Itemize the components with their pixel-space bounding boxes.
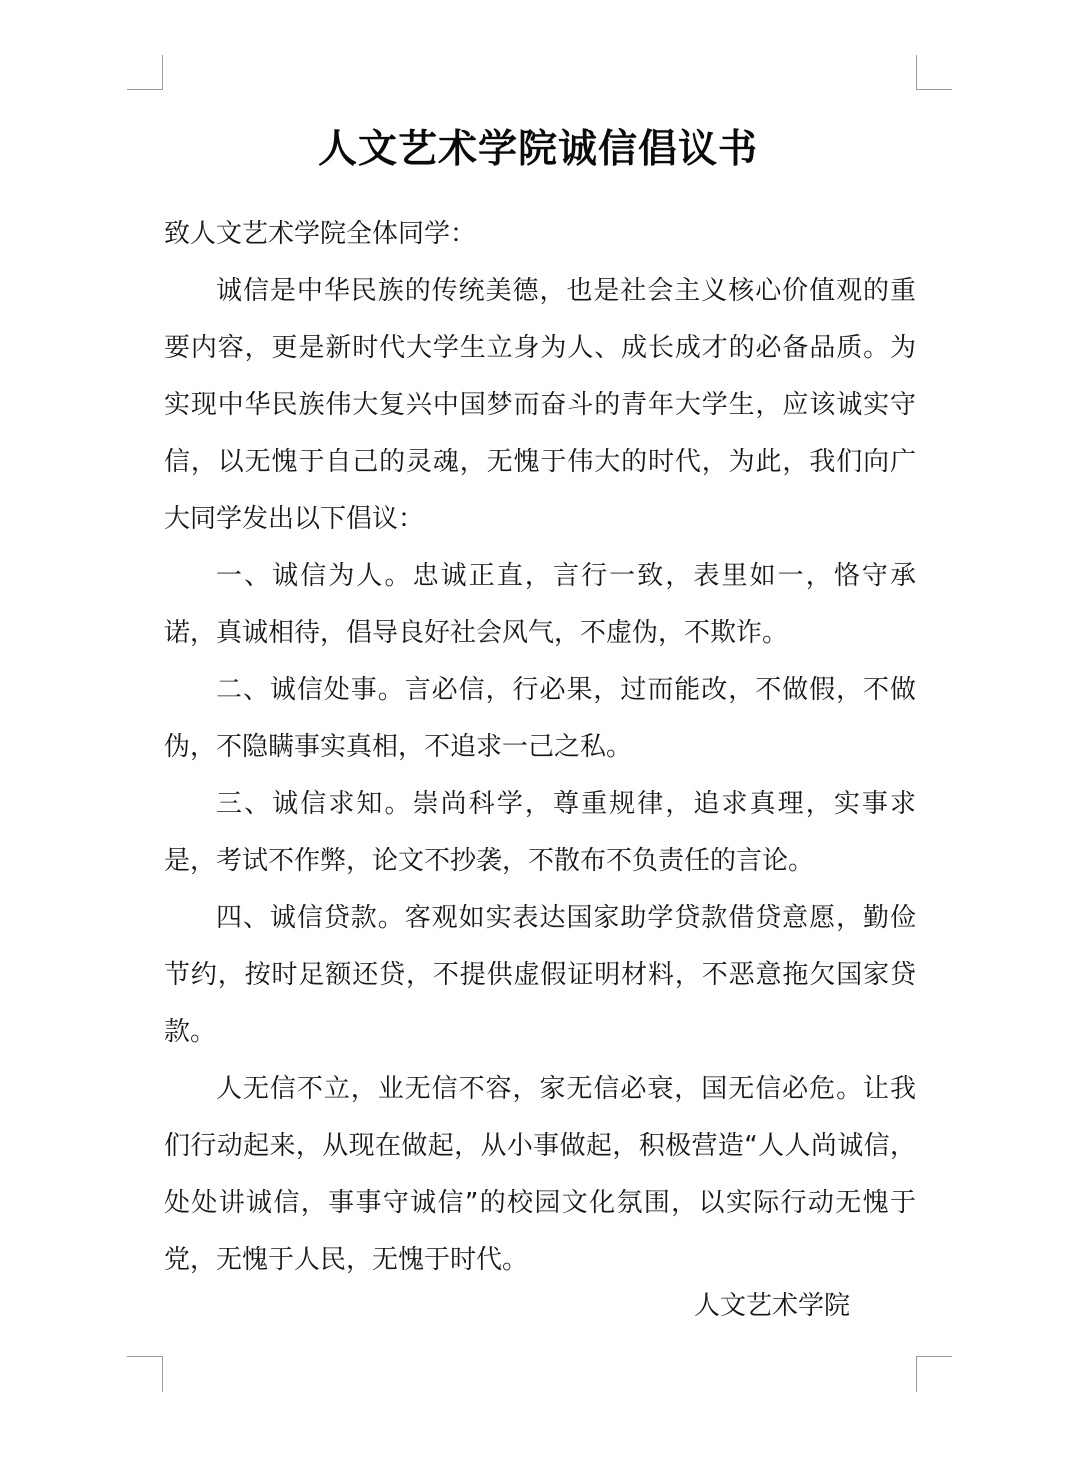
proposal-paragraph-1: 一、诚信为人。忠诚正直，言行一致，表里如一，恪守承诺，真诚相待，倡导良好社会风气，不虚伪，不欺诈。 bbox=[164, 561, 916, 648]
proposal-paragraph-2: 二、诚信处事。言必信，行必果，过而能改，不做假，不做伪，不隐瞒事实真相，不追求一己之私。 bbox=[164, 675, 916, 762]
closing-paragraph: 人无信不立，业无信不容，家无信必衰，国无信必危。让我们行动起来，从现在做起，从小事做起，积极营造“人人尚诚信，处处讲诚信，事事守诚信”的校园文化氛围，以实际行动无愧于党，无愧于人民，无愧于时代。 bbox=[164, 1074, 916, 1275]
signature: 人文艺术学院 bbox=[693, 1291, 850, 1321]
document-title: 人文艺术学院诚信倡议书 bbox=[317, 127, 758, 172]
proposal-paragraph-3: 三、诚信求知。崇尚科学，尊重规律，追求真理，实事求是，考试不作弊，论文不抄袭，不散布不负责任的言论。 bbox=[164, 789, 916, 876]
proposal-paragraph-4: 四、诚信贷款。客观如实表达国家助学贷款借贷意愿，勤俭节约，按时足额还贷，不提供虚假证明材料，不恶意拖欠国家贷款。 bbox=[164, 903, 916, 1047]
intro-paragraph: 诚信是中华民族的传统美德，也是社会主义核心价值观的重要内容，更是新时代大学生立身为人、成长成才的必备品质。为实现中华民族伟大复兴中国梦而奋斗的青年大学生，应该诚实守信，以无愧于自己的灵魂，无愧于伟大的时代，为此，我们向广大同学发出以下倡议： bbox=[164, 276, 916, 534]
salutation: 致人文艺术学院全体同学： bbox=[164, 219, 477, 249]
document-body bbox=[164, 206, 916, 1289]
